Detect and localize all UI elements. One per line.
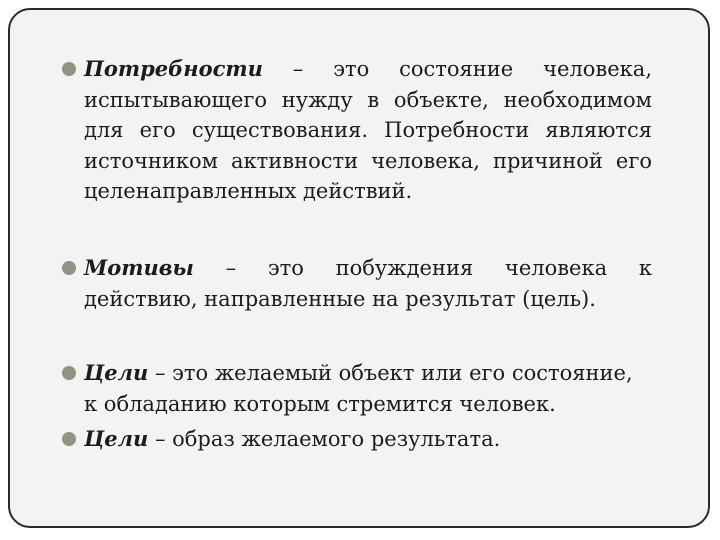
term-needs: Потребности <box>84 56 263 81</box>
bullet-icon <box>62 62 76 76</box>
text-line <box>84 424 652 455</box>
bullet-item-goals <box>84 358 652 419</box>
term-goals: Цели <box>84 360 149 385</box>
term-motives: Мотивы <box>84 255 194 280</box>
text-line <box>84 358 652 389</box>
bullet-item-goals-image <box>84 424 652 455</box>
definition-text: – это желаемый объект или его состояние, <box>148 361 633 385</box>
text-line: целенаправленных действий. <box>84 179 413 203</box>
definition-text: – это состояние человека, <box>262 57 652 81</box>
bullet-item-motives <box>84 253 652 314</box>
definition-text: – образ желаемого результата. <box>148 427 501 451</box>
bullet-item-needs <box>84 54 652 207</box>
text-line: для его существования. Потребности являются <box>84 118 652 142</box>
definition-text: – это побуждения человека к <box>193 256 652 280</box>
text-line: испытывающего нужду в объекте, необходимом <box>84 87 652 112</box>
text-line: действию, направленные на результат (цель). <box>84 286 596 311</box>
text-line: к обладанию которым стремится человек. <box>84 391 556 416</box>
text-line <box>84 253 652 284</box>
text-line: источником активности человека, причиной его <box>84 148 652 173</box>
bullet-icon <box>62 366 76 380</box>
text-line <box>84 54 652 85</box>
bullet-icon <box>62 261 76 275</box>
bullet-icon <box>62 432 76 446</box>
term-goals: Цели <box>84 426 149 451</box>
